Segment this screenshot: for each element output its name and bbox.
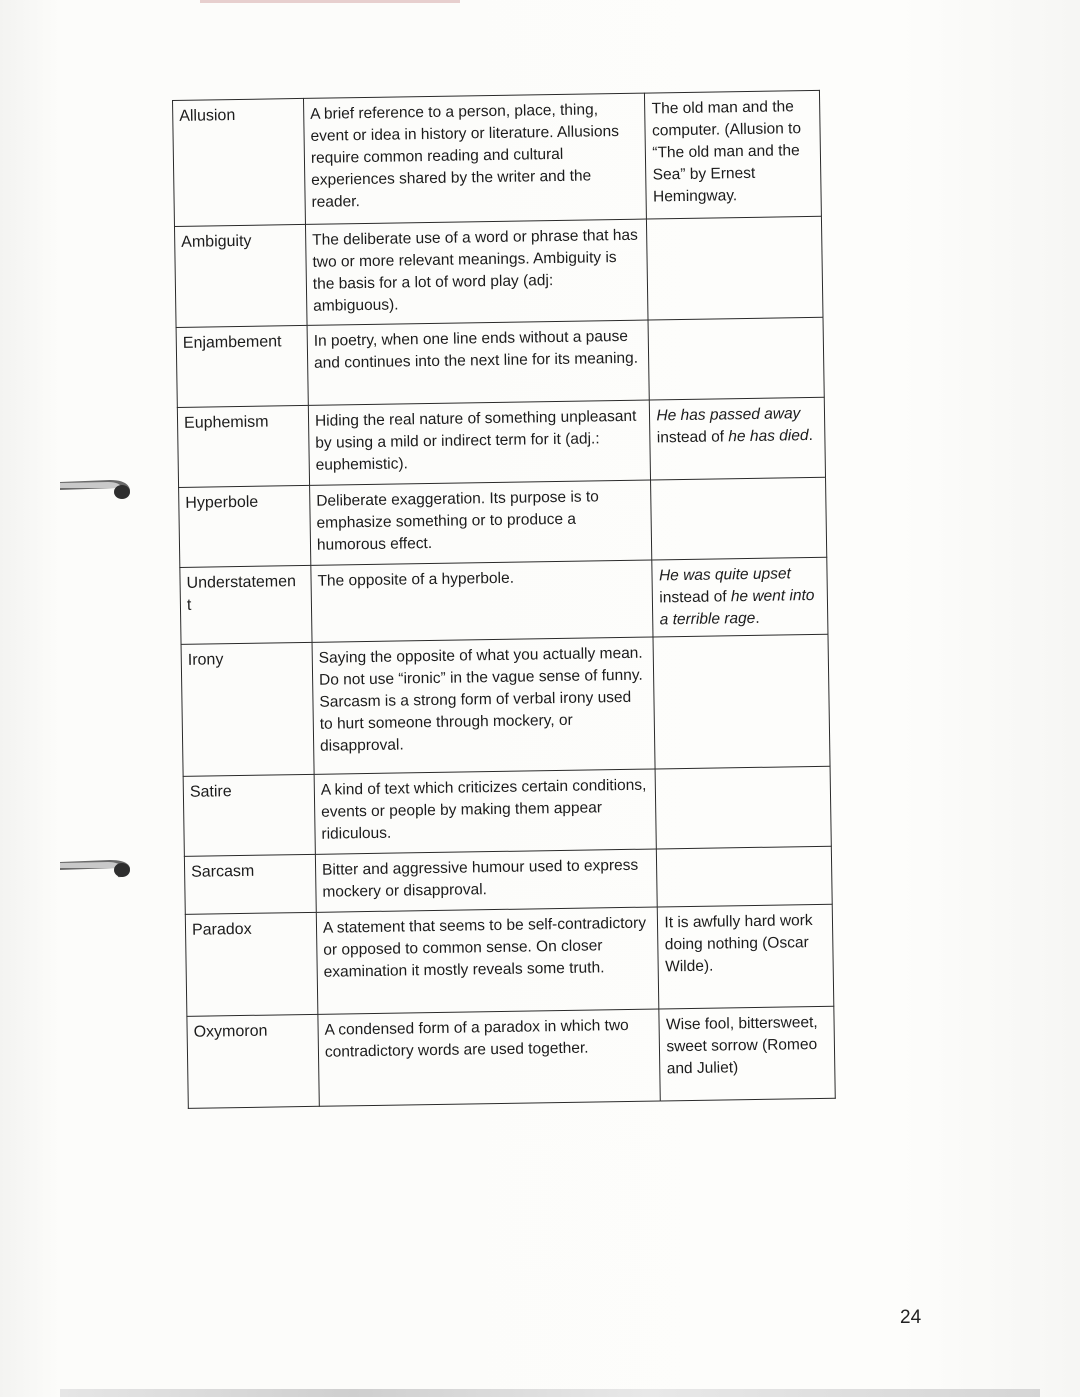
example-cell <box>648 317 824 400</box>
example-cell: It is awfully hard work doing nothing (Oscar Wilde). <box>658 904 834 1009</box>
example-text: . <box>808 426 813 445</box>
table-row <box>176 317 824 407</box>
term-cell: Hyperbole <box>179 485 311 567</box>
term-cell: Enjambement <box>176 325 308 407</box>
example-cell <box>650 397 826 480</box>
definition-cell: A condensed form of a paradox in which two contradictory words are used together. <box>318 1009 661 1106</box>
term-cell: Irony <box>181 642 314 776</box>
term-cell: Allusion <box>173 98 306 226</box>
table-row <box>184 846 832 914</box>
term-cell: Ambiguity <box>174 224 307 327</box>
table-row <box>180 557 828 644</box>
example-text: instead of <box>659 588 732 607</box>
example-cell <box>653 634 830 769</box>
definition-cell: The deliberate use of a word or phrase that has two or more relevant meanings. Ambiguity is the basis for a lot of word play (adj: ambiguous). <box>305 219 648 325</box>
definition-cell: The opposite of a hyperbole. <box>311 560 654 642</box>
example-text: . <box>755 609 760 627</box>
binder-ring-bottom <box>58 852 134 882</box>
table-row <box>183 766 831 856</box>
example-cell: The old man and the computer. (Allusion to “The old man and the Sea” by Ernest Hemingway. <box>645 90 821 219</box>
table-row <box>187 1006 835 1108</box>
binder-ring-top <box>58 470 134 500</box>
example-italic: he has died <box>728 427 809 446</box>
definition-cell: In poetry, when one line ends without a pause and continues into the next line for its meaning. <box>307 320 650 405</box>
example-cell <box>657 846 832 907</box>
definition-cell: Saying the opposite of what you actually mean. Do not use “ironic” in the vague sense of funny. Sarcasm is a strong form of verbal irony used to hurt someone through mockery, or disapproval. <box>312 637 656 774</box>
term-cell: Understatemen t <box>180 565 312 644</box>
example-cell <box>647 216 823 320</box>
page-number: 24 <box>900 1307 922 1328</box>
term-cell: Euphemism <box>177 405 309 487</box>
definition-cell: A brief reference to a person, place, thing, event or idea in history or literature. Allusions require common reading and cultural experiences shared by the writer and the reader. <box>303 93 646 224</box>
definition-cell: Bitter and aggressive humour used to express mockery or disapproval. <box>315 849 657 912</box>
literary-devices-table <box>172 90 836 1109</box>
term-cell: Paradox <box>185 912 318 1016</box>
definition-cell: Deliberate exaggeration. Its purpose is to emphasize something or to produce a humorous effect. <box>310 480 653 565</box>
table-row <box>179 477 827 567</box>
example-italic: he went into a terrible rage <box>659 586 815 629</box>
example-cell: Wise fool, bittersweet, sweet sorrow (Romeo and Juliet) <box>659 1006 835 1101</box>
example-cell <box>652 557 828 637</box>
definition-cell: A kind of text which criticizes certain conditions, events or people by making them appear ridiculous. <box>314 769 657 854</box>
example-cell <box>656 766 832 849</box>
page-top-edge <box>200 0 460 3</box>
example-italic: He has passed away <box>656 405 801 425</box>
table-row <box>174 216 823 327</box>
term-cell: Satire <box>183 774 315 856</box>
table-row <box>181 634 830 776</box>
example-cell <box>651 477 827 560</box>
definition-cell: A statement that seems to be self-contradictory or opposed to common sense. On closer examination it mostly reveals some truth. <box>316 907 659 1014</box>
example-text: instead of <box>656 428 729 447</box>
definition-cell: Hiding the real nature of something unpleasant by using a mild or indirect term for it (adj.: euphemistic). <box>308 400 651 485</box>
table-row <box>173 90 822 226</box>
table-row <box>177 397 825 487</box>
example-italic: He was quite upset <box>658 565 791 585</box>
page-bottom-edge <box>60 1389 1040 1397</box>
table-row <box>185 904 834 1016</box>
term-cell: Sarcasm <box>184 854 316 914</box>
term-cell: Oxymoron <box>187 1014 319 1108</box>
